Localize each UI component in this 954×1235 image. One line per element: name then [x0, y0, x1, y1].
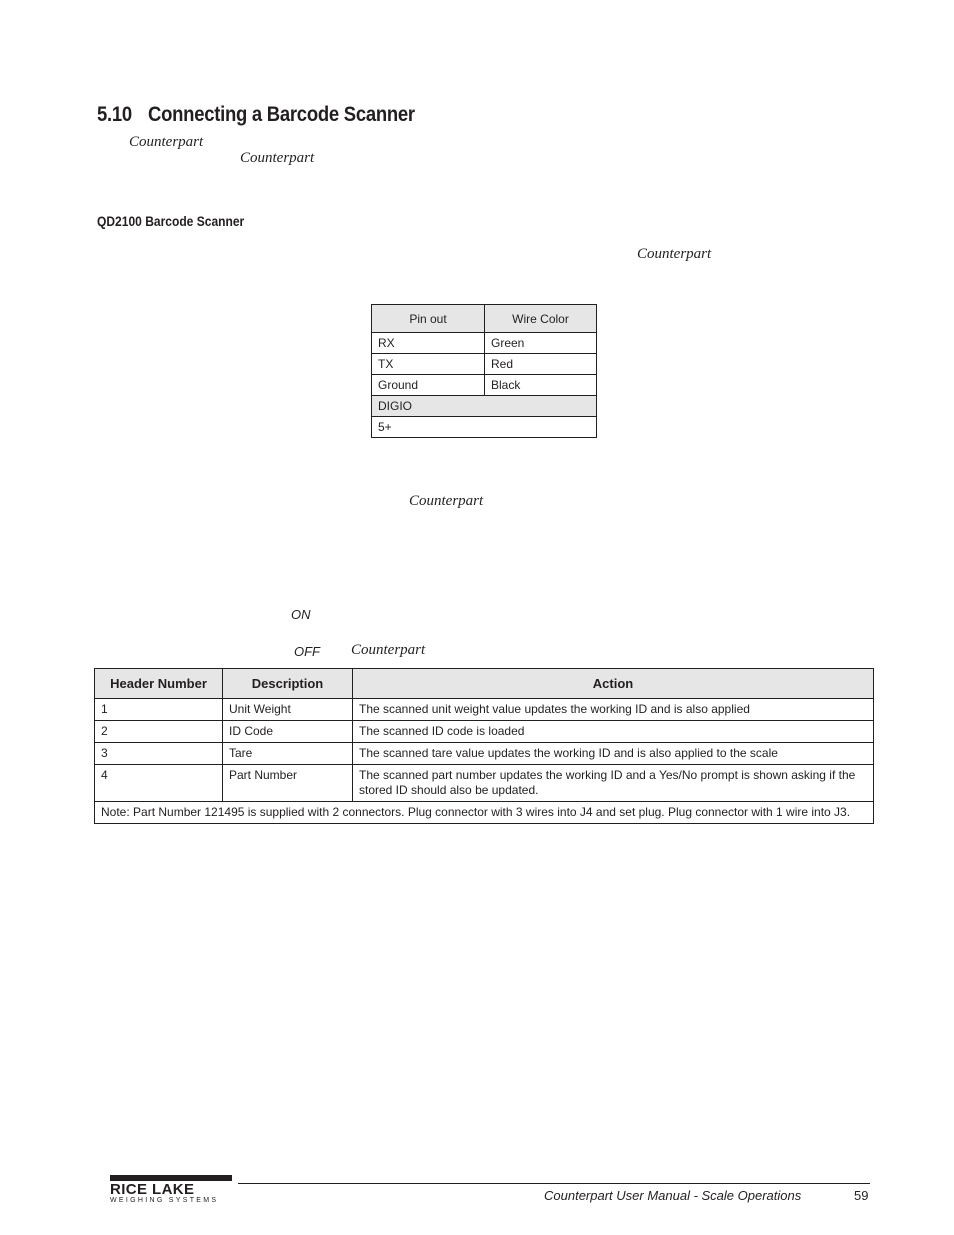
pinout-row [372, 333, 597, 354]
footer-doc-title: Counterpart User Manual - Scale Operations [544, 1188, 802, 1203]
on-setting: ON [291, 607, 311, 622]
pinout-span-row [372, 396, 597, 417]
table-cell: 3 [95, 743, 223, 765]
pinout-cell: Green [485, 333, 597, 354]
subsection-title: QD2100 Barcode Scanner [97, 213, 245, 229]
table-row [95, 743, 874, 765]
off-fragment: Counterpart [351, 642, 426, 658]
table-cell: 1 [95, 699, 223, 721]
table-cell: 2 [95, 721, 223, 743]
barcode-header-table [94, 668, 874, 824]
company-logo: RICE LAKE [110, 1181, 195, 1198]
section-number: 5.10 [97, 103, 132, 126]
after-table-fragment: Counterpart [409, 493, 484, 509]
pinout-span-row [372, 417, 597, 438]
pinout-row [372, 375, 597, 396]
pinout-cell: RX [372, 333, 485, 354]
col-header-description: Description [223, 669, 353, 699]
intro-fragment-1: Counterpart [129, 134, 204, 150]
table-cell: Unit Weight [223, 699, 353, 721]
pinout-header-color: Wire Color [485, 305, 597, 333]
table-row [95, 765, 874, 802]
qd-paragraph-fragment: Counterpart [637, 246, 712, 262]
page-number: 59 [854, 1188, 869, 1203]
section-heading [97, 103, 415, 127]
pinout-row [372, 354, 597, 375]
pinout-header-pin: Pin out [372, 305, 485, 333]
pinout-span-cell: DIGIO [372, 396, 597, 417]
pinout-cell: TX [372, 354, 485, 375]
table-row [95, 721, 874, 743]
pinout-cell: Ground [372, 375, 485, 396]
intro-fragment-2: Counterpart [240, 150, 315, 166]
pinout-span-cell: 5+ [372, 417, 597, 438]
table-cell: The scanned tare value updates the working ID and is also applied to the scale [353, 743, 874, 765]
col-header-action: Action [353, 669, 874, 699]
table-cell: Part Number [223, 765, 353, 802]
table-cell: ID Code [223, 721, 353, 743]
pinout-table [371, 304, 597, 438]
table-cell: The scanned part number updates the working ID and a Yes/No prompt is shown asking if the stored ID should also be updated. [353, 765, 874, 802]
table-note-row [95, 802, 874, 824]
section-title: Connecting a Barcode Scanner [148, 103, 415, 126]
header-table-head-row [95, 669, 874, 699]
table-cell: Tare [223, 743, 353, 765]
table-cell: The scanned ID code is loaded [353, 721, 874, 743]
pinout-cell: Black [485, 375, 597, 396]
table-row [95, 699, 874, 721]
footer-rule [238, 1183, 870, 1184]
table-cell: The scanned unit weight value updates the working ID and is also applied [353, 699, 874, 721]
table-cell: 4 [95, 765, 223, 802]
off-setting: OFF [294, 644, 320, 659]
company-logo-subtitle: WEIGHING SYSTEMS [110, 1197, 219, 1204]
pinout-cell: Red [485, 354, 597, 375]
table-note: Note: Part Number 121495 is supplied with 2 connectors. Plug connector with 3 wires into J4 and set plug. Plug connector with 1 wire into J3. [95, 802, 874, 824]
col-header-number: Header Number [95, 669, 223, 699]
pinout-header-row [372, 305, 597, 333]
